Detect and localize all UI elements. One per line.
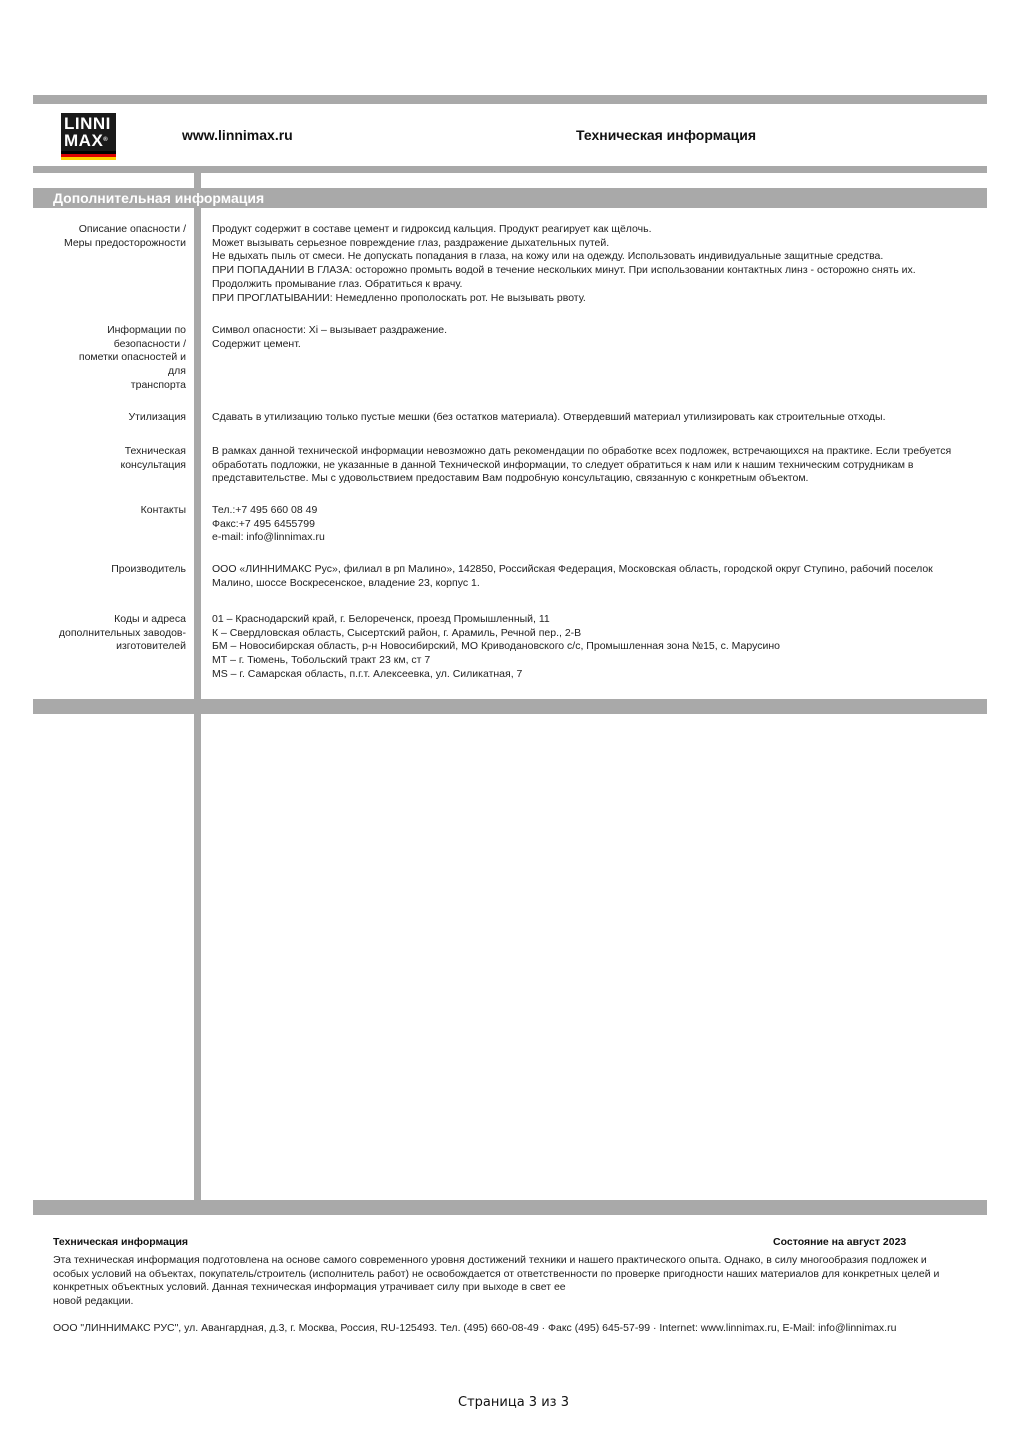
label-safety: Информации по безопасности / пометки опасностей и для транспорта xyxy=(78,324,186,391)
page-number: Страница 3 из 3 xyxy=(458,1395,569,1410)
column-divider-lower xyxy=(194,714,201,1200)
footer-top-rule xyxy=(33,1200,987,1215)
email-link[interactable]: e-mail: info@linnimax.ru xyxy=(212,531,325,544)
label-plant-codes: Коды и адреса дополнительных заводов- изготовителей xyxy=(58,613,186,653)
header-bottom-rule xyxy=(33,166,987,173)
website-link[interactable]: www.linnimax.ru xyxy=(182,127,293,143)
footer-title: Техническая информация xyxy=(53,1236,189,1248)
document-type: Техническая информация xyxy=(576,127,757,143)
text-hazard: Продукт содержит в составе цемент и гидроксид кальция. Продукт реагирует как щёлочь. Может вызывать серьезное повреждение глаз, раздражение дыхательных путей. Не вдыхать пыль от смеси. Не допускать попадания в глаза, на кожу или на одежду. Использовать индивидуальные защитные средства. ПРИ ПОПАДАНИИ В ГЛАЗА: осторожно промыть водой в течение нескольких минут. При использовании контактных линз - осторожно снять их. Продолжить промывание глаз. Обратиться к врачу. ПРИ ПРОГЛАТЫВАНИИ: Немедленно прополоскать рот. Не вызывать рвоту. xyxy=(212,223,916,304)
footer-address: ООО "ЛИННИМАКС РУС", ул. Авангардная, д.3, г. Москва, Россия, RU-125493. Тел. (495) 660-08-49 · Факс (495) 645-57-99 · Internet: www.linnimax.ru, E-Mail: info@linnimax.ru xyxy=(53,1322,897,1334)
text-plant-codes: 01 – Краснодарский край, г. Белореченск, проезд Промышленный, 11 К – Свердловская область, Сысертский район, г. Арамиль, Речной пер., 2-В БМ – Новосибирская область, р-н Новосибирский, МО Криводановского с/с, Промышленная зона №15, с. Марусино МТ – г. Тюмень, Тобольский тракт 23 км, ст 7 MS – г. Самарская область, п.г.т. Алексеевка, ул. Силикатная, 7 xyxy=(212,613,780,680)
footer-disclaimer: Эта техническая информация подготовлена на основе самого современного уровня достижений техники и нашего практического опыта. Однако, в силу многообразия подложек и особых условий на объектах, покупатель/строитель (исполнитель работ) не освобождается от ответственности по проверке пригодности наших материалов для конкретных целей и конкретных объектных условий. Данная техническая информация утрачивает силу при выходе в свет ее новой редакции. xyxy=(53,1254,940,1308)
text-manufacturer: ООО «ЛИННИМАКС Рус», филиал в рп Малино», 142850, Российская Федерация, Московская область, городской округ Ступино, рабочий поселок Малино, шоссе Воскресенское, владение 23, корпус 1. xyxy=(212,563,933,589)
section-title: Дополнительная информация xyxy=(53,190,265,206)
text-safety: Символ опасности: Xi – вызывает раздражение. Содержит цемент. xyxy=(212,324,448,350)
label-manufacturer: Производитель xyxy=(111,563,186,575)
column-divider-upper xyxy=(194,173,201,699)
text-disposal: Сдавать в утилизацию только пустые мешки (без остатков материала). Отвердевший материал утилизировать как строительные отходы. xyxy=(212,411,886,423)
label-hazard: Описание опасности / Меры предосторожности xyxy=(63,223,186,249)
footer-state-date: Состояние на август 2023 xyxy=(773,1236,907,1248)
label-disposal: Утилизация xyxy=(128,411,186,423)
section-end-rule xyxy=(33,699,987,714)
logo-flag-stripe-3 xyxy=(61,157,116,160)
text-contacts: Тел.:+7 495 660 08 49 Факс:+7 495 6455799 e-mail: info@linnimax.ru xyxy=(212,504,982,545)
top-rule xyxy=(33,95,987,104)
linnimax-logo: LINNI MAX® xyxy=(61,113,116,160)
label-contacts: Контакты xyxy=(140,504,186,516)
label-consultation: Техническая консультация xyxy=(120,445,186,471)
text-consultation: В рамках данной технической информации невозможно дать рекомендации по обработке всех подложек, встречающихся на практике. Если требуется обработать подложки, не указанные в данной Технической информации, то следует обратиться к нам или к нашим техническим сотрудникам в представительстве. Мы с удовольствием предоставим Вам подробную консультацию, связанную с конкретным объектом. xyxy=(212,445,952,485)
